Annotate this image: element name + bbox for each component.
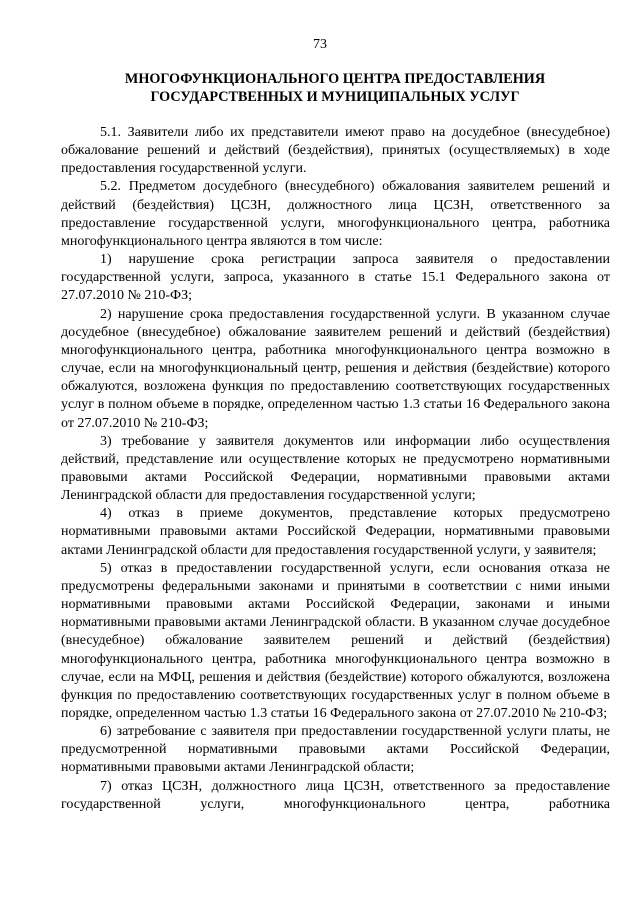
list-item-2: 2) нарушение срока предоставления государственной услуги. В указанном случае досудебное (внесудебное) обжалование заявителем решений и действий (бездействия) многофункционального центра, работника многофункционального центра возможно в случае, если на многофункциональный центр, решения и действия (бездействие) которого обжалуются, возложена функция по предоставлению соответствующих государственных услуг в полном объеме в порядке, определенном частью 1.3 статьи 16 Федерального закона от 27.07.2010 № 210-ФЗ; xyxy=(61,306,610,431)
paragraph-5-1: 5.1. Заявители либо их представители имеют право на досудебное (внесудебное) обжалование решений и действий (бездействия), принятых (осуществляемых) в ходе предоставления государственной услуги. xyxy=(61,125,610,177)
heading-line-1: МНОГОФУНКЦИОНАЛЬНОГО ЦЕНТРА ПРЕДОСТАВЛЕНИЯ xyxy=(124,71,546,87)
list-item-4: 4) отказ в приеме документов, представление которых предусмотрено нормативными правовыми актами Российской Федерации, нормативными правовыми актами Ленинградской области для предоставления государственной услуги, у заявителя; xyxy=(61,506,610,558)
page-number: 73 xyxy=(313,37,327,52)
list-item-5: 5) отказ в предоставлении государственной услуги, если основания отказа не предусмотрены федеральными законами и принятыми в соответствии с ними иными нормативными правовыми актами Российской Федерации, законами и иными нормативными правовыми актами Ленинградской области. В указанном случае досудебное (внесудебное) обжалование заявителем решений и действий (бездействия) многофункционального центра, работника многофункционального центра возможно в случае, если на МФЦ, решения и действия (бездействие) которого обжалуются, возложена функция по предоставлению соответствующих государственных услуг в полном объеме в порядке, определенном частью 1.3 статьи 16 Федерального закона от 27.07.2010 № 210-ФЗ; xyxy=(61,560,610,721)
document-body xyxy=(61,124,610,814)
list-item-3: 3) требование у заявителя документов или информации либо осуществления действий, представление или осуществление которых не предусмотрено нормативными правовыми актами Российской Федерации, нормативными правовыми актами Ленинградской области для предоставления государственной услуги; xyxy=(61,433,610,504)
heading-line-2: ГОСУДАРСТВЕННЫХ И МУНИЦИПАЛЬНЫХ УСЛУГ xyxy=(150,89,520,105)
list-item-6: 6) затребование с заявителя при предоставлении государственной услуги платы, не предусмотренной нормативными правовыми актами Российской Федерации, нормативными правовыми актами Ленинградской области; xyxy=(61,724,610,776)
paragraph-5-2: 5.2. Предметом досудебного (внесудебного) обжалования заявителем решений и действий (бездействия) ЦСЗН, должностного лица ЦСЗН, ответственного за предоставление государственной услуги, многофункционального центра, работника многофункционального центра являются в том числе: xyxy=(61,179,610,249)
section-heading xyxy=(60,70,610,106)
list-item-7: 7) отказ ЦСЗН, должностного лица ЦСЗН, ответственного за предоставление государственной услуги, многофункционального центра, работника xyxy=(61,778,610,812)
list-item-1: 1) нарушение срока регистрации запроса заявителя о предоставлении государственной услуги, запроса, указанного в статье 15.1 Федерального закона от 27.07.2010 № 210-ФЗ; xyxy=(61,252,610,304)
